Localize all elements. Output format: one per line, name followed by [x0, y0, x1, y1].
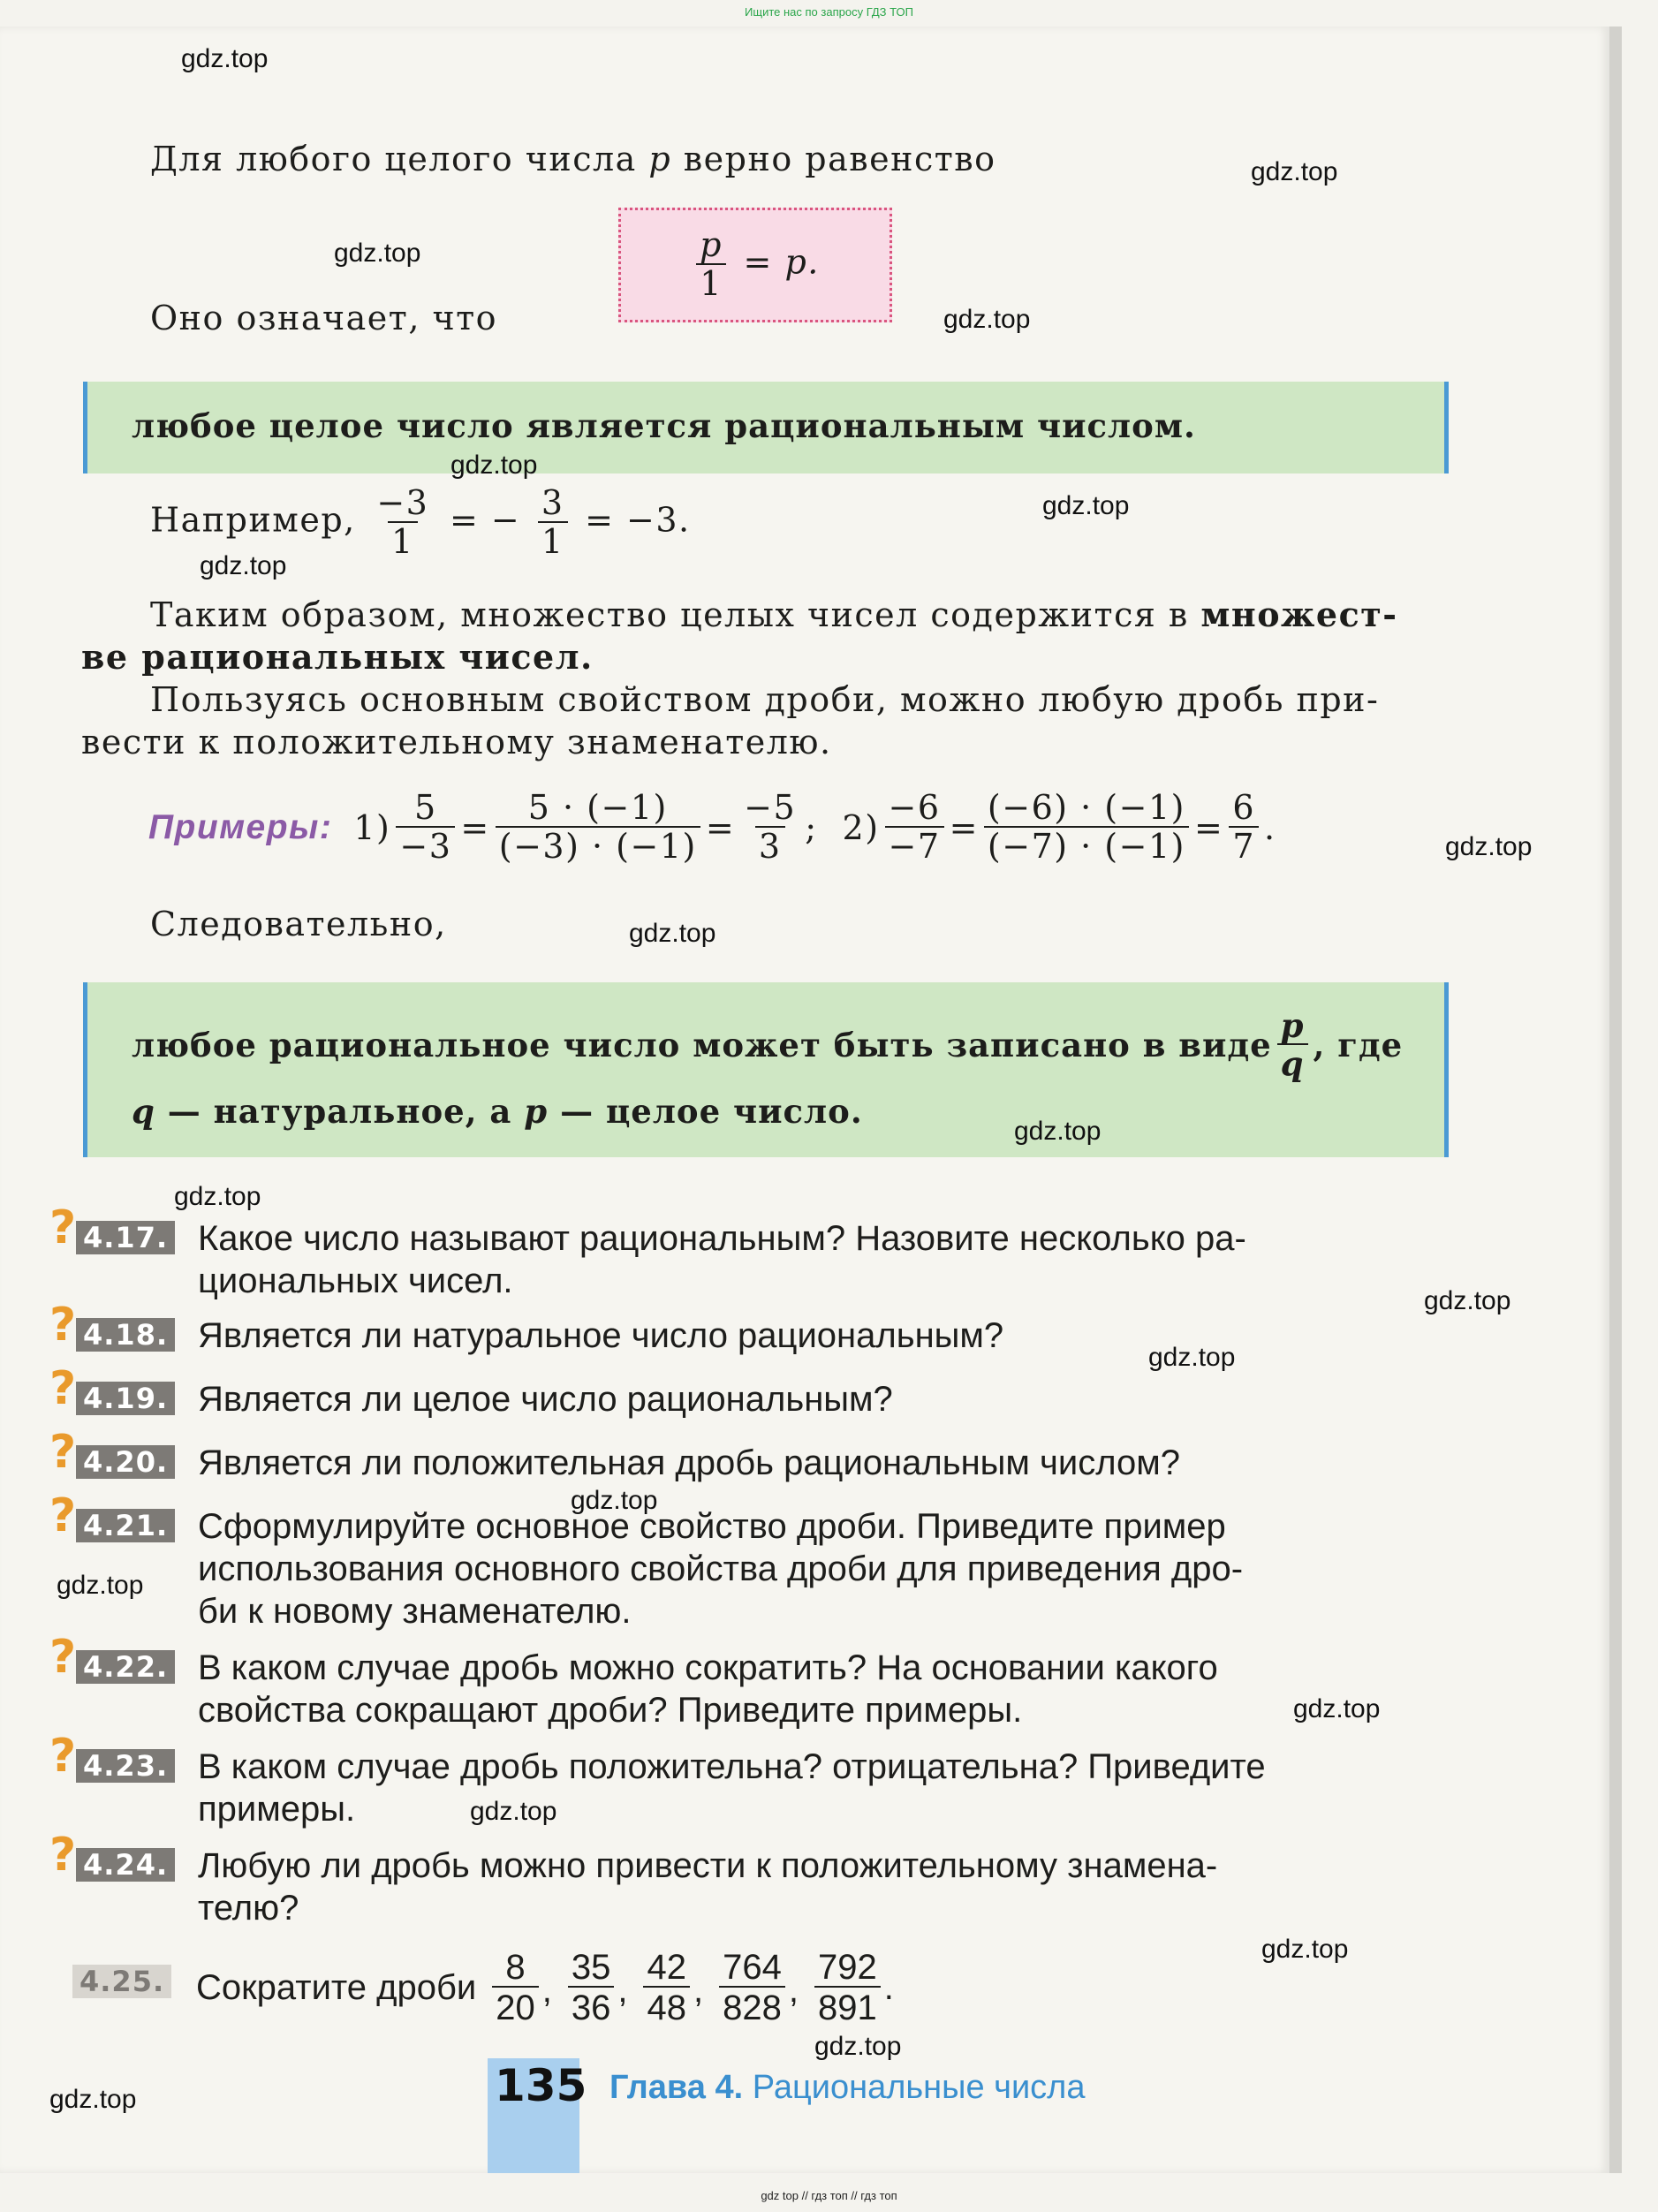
intro-line — [150, 140, 996, 178]
examples-end: . — [1264, 807, 1276, 847]
example-1-result: = −3. — [585, 500, 691, 540]
exercise-text: Сократите дроби — [196, 1967, 477, 2007]
question-line: би к новому знаменателю. — [198, 1592, 632, 1631]
paragraph-1 — [81, 594, 1398, 678]
example-1-frac-1 — [373, 483, 432, 561]
watermark: gdz.top — [814, 2032, 902, 2061]
watermark: gdz.top — [174, 1182, 261, 1211]
formula-den: 1 — [696, 263, 726, 302]
consequently-text: Следовательно, — [150, 905, 447, 943]
examples-label: Примеры: — [148, 807, 333, 846]
question-item — [49, 1829, 1463, 1929]
watermark: gdz.top — [629, 919, 716, 948]
formula-num: p — [700, 225, 723, 265]
example-1-eq: = − — [449, 500, 521, 540]
page-number-box — [488, 2058, 587, 2173]
example-number-2: 2) — [842, 807, 880, 847]
exercise-fraction-num: 42 — [647, 1948, 686, 1987]
exercise-end: . — [883, 1967, 894, 2007]
example-b — [496, 788, 700, 866]
exercise-number-badge: 4.25. — [72, 1965, 171, 1998]
question-line: циональных чисел. — [198, 1261, 513, 1300]
example-1 — [150, 483, 691, 561]
rule-2-line-1-text: любое рациональное число может быть записано в виде — [132, 1025, 1272, 1064]
formula-fraction — [696, 225, 726, 303]
intro-suffix: верно равенство — [683, 140, 996, 178]
watermark: gdz.top — [470, 1797, 557, 1826]
top-note: Ищите нас по запросу ГДЗ ТОП — [745, 5, 913, 19]
exercise-fractions — [488, 1949, 884, 2026]
question-line: Какое число называют рациональным? Назовите несколько ра- — [198, 1219, 1246, 1258]
example-1-frac-2 — [538, 483, 568, 561]
exercise-fraction-den: 891 — [814, 1986, 881, 2026]
example-a — [396, 788, 455, 866]
paragraph-2-line-1: Пользуясь основным свойством дроби, можно любую дробь при- — [150, 680, 1380, 719]
example-b-num: 5 · (−1) — [527, 788, 668, 827]
question-line: Является ли целое число рациональным? — [198, 1380, 893, 1419]
exercise-comma: , — [617, 1971, 628, 2010]
watermark: gdz.top — [57, 1571, 144, 1600]
exercise-fraction-den: 36 — [568, 1986, 615, 2026]
question-number-badge: 4.21. — [76, 1509, 175, 1542]
example-e-den: (−7) · (−1) — [984, 826, 1189, 865]
question-number-badge: 4.22. — [76, 1650, 175, 1684]
question-mark-icon: ? — [49, 1489, 77, 1542]
question-number-badge: 4.24. — [76, 1848, 175, 1882]
exercise-fraction — [492, 1949, 539, 2026]
question-text — [198, 1378, 1505, 1420]
question-line: В каком случае дробь можно сократить? На основании какого — [198, 1648, 1218, 1687]
paragraph-2-line-2: вести к положительному знаменателю. — [81, 723, 832, 761]
watermark: gdz.top — [943, 305, 1031, 334]
rule-2-line-1-end: , где — [1313, 1025, 1404, 1064]
question-line: Сформулируйте основное свойство дроби. Приведите пример — [198, 1507, 1226, 1546]
exercise-fraction-num: 35 — [571, 1948, 611, 1987]
example-e-num: (−6) · (−1) — [987, 788, 1185, 827]
question-mark-icon: ? — [49, 1201, 77, 1254]
example-d-num: −6 — [888, 788, 941, 827]
question-item — [49, 1362, 1463, 1420]
question-mark-icon: ? — [49, 1362, 77, 1415]
question-item — [49, 1730, 1463, 1830]
rule-1-text: любое целое число является рациональным числом. — [132, 406, 1196, 445]
formula — [691, 225, 820, 303]
means-text: Оно означает, что — [150, 299, 497, 337]
watermark: gdz.top — [1251, 157, 1338, 186]
exercise-fraction-den: 828 — [719, 1986, 785, 2026]
formula-rhs: = p. — [743, 242, 820, 282]
watermark: gdz.top — [200, 551, 287, 580]
example-f — [1229, 788, 1259, 866]
examples-separator: ; — [805, 807, 818, 847]
example-c — [740, 788, 799, 866]
question-text — [198, 1746, 1505, 1830]
example-d — [885, 788, 944, 866]
exercise-fraction-den: 20 — [492, 1986, 539, 2026]
watermark: gdz.top — [1445, 832, 1533, 861]
exercise-row — [196, 1943, 894, 2032]
rule-2-line-2 — [132, 1092, 863, 1131]
example-e — [984, 788, 1189, 866]
equals-sign: = — [949, 807, 979, 847]
question-item — [49, 1426, 1463, 1484]
examples-row — [148, 788, 1276, 866]
question-line: примеры. — [198, 1790, 356, 1829]
rule-2-fraction — [1277, 1006, 1308, 1083]
example-f-num: 6 — [1232, 788, 1256, 827]
example-c-den: 3 — [755, 826, 785, 865]
question-mark-icon: ? — [49, 1829, 77, 1882]
question-number-badge: 4.23. — [76, 1749, 175, 1783]
example-a-num: 5 — [414, 788, 437, 827]
paragraph-1-bold-2: ве рациональных чисел. — [81, 637, 594, 677]
question-text — [198, 1442, 1505, 1484]
question-text — [198, 1845, 1505, 1929]
exercise-fraction — [814, 1949, 881, 2026]
question-line: Является ли положительная дробь рациональным числом? — [198, 1443, 1180, 1482]
example-b-den: (−3) · (−1) — [496, 826, 700, 865]
question-line: телю? — [198, 1889, 299, 1928]
example-f-den: 7 — [1229, 826, 1259, 865]
question-line: Является ли натуральное число рациональным? — [198, 1316, 1004, 1355]
exercise-fraction-num: 764 — [723, 1948, 782, 1987]
question-item — [49, 1631, 1463, 1731]
watermark: gdz.top — [571, 1486, 658, 1515]
example-1-frac-1-den: 1 — [388, 521, 418, 560]
question-item — [49, 1201, 1463, 1302]
rule-2-line-2-mid: — натуральное, а — [167, 1092, 512, 1131]
watermark: gdz.top — [1261, 1935, 1349, 1964]
exercise-comma: , — [788, 1971, 799, 2010]
question-line: свойства сокращают дроби? Приведите примеры. — [198, 1691, 1023, 1730]
exercise-comma: , — [541, 1971, 552, 2010]
watermark: gdz.top — [334, 239, 421, 268]
example-1-frac-1-num: −3 — [376, 483, 429, 522]
question-number-badge: 4.18. — [76, 1318, 175, 1352]
equals-sign: = — [1193, 807, 1224, 847]
chapter-label: Глава 4. — [609, 2069, 744, 2106]
page-number: 135 — [495, 2060, 587, 2111]
question-mark-icon: ? — [49, 1631, 77, 1684]
example-1-frac-2-den: 1 — [538, 521, 568, 560]
exercise-fraction — [719, 1949, 785, 2026]
rule-box-2 — [83, 982, 1449, 1157]
question-text — [198, 1217, 1505, 1302]
question-number-badge: 4.17. — [76, 1221, 175, 1254]
paragraph-1-line-1: Таким образом, множество целых чисел содержится в — [150, 595, 1189, 634]
example-1-frac-2-num: 3 — [541, 483, 564, 522]
question-line: Любую ли дробь можно привести к положительному знамена- — [198, 1846, 1218, 1885]
rule-2-frac-den: q — [1277, 1043, 1308, 1081]
example-d-den: −7 — [885, 826, 944, 865]
watermark: gdz.top — [49, 2085, 137, 2114]
exercise-fraction-den: 48 — [643, 1986, 690, 2026]
question-number-badge: 4.19. — [76, 1382, 175, 1415]
example-c-num: −5 — [744, 788, 797, 827]
rule-box-1 — [83, 382, 1449, 473]
equals-sign: = — [460, 807, 490, 847]
question-line: использования основного свойства дроби для приведения дро- — [198, 1549, 1244, 1588]
bottom-note: gdz top // гдз топ // гдз топ — [761, 2189, 897, 2202]
rule-2-frac-num: p — [1280, 1006, 1305, 1045]
chapter-title — [609, 2069, 1086, 2107]
exercise-comma: , — [693, 1971, 704, 2010]
watermark: gdz.top — [181, 44, 269, 73]
paragraph-2 — [81, 678, 1379, 763]
watermark: gdz.top — [450, 451, 538, 480]
watermark: gdz.top — [1148, 1343, 1236, 1372]
question-mark-icon: ? — [49, 1426, 77, 1479]
intro-prefix: Для любого целого числа — [150, 140, 637, 178]
watermark: gdz.top — [1014, 1117, 1102, 1146]
question-number-badge: 4.20. — [76, 1445, 175, 1479]
exercise-4-25 — [72, 1943, 1450, 2032]
question-text — [198, 1314, 1505, 1357]
question-line: В каком случае дробь положительна? отрицательна? Приведите — [198, 1747, 1266, 1786]
watermark: gdz.top — [1293, 1694, 1381, 1723]
example-a-den: −3 — [396, 826, 455, 865]
rule-2-var-q: q — [132, 1092, 155, 1131]
exercise-fraction — [643, 1949, 690, 2026]
exercise-fraction-num: 8 — [505, 1948, 526, 1987]
rule-2-var-p: p — [524, 1092, 549, 1131]
example-1-prefix: Например, — [150, 500, 356, 540]
formula-box — [618, 208, 892, 322]
watermark: gdz.top — [1042, 491, 1130, 520]
equals-sign: = — [705, 807, 736, 847]
rule-2-line-1 — [132, 1006, 1404, 1083]
question-item — [49, 1299, 1463, 1357]
example-number-1: 1) — [353, 807, 391, 847]
watermark: gdz.top — [1424, 1286, 1511, 1315]
rule-2-line-2-end: — целое число. — [560, 1092, 863, 1131]
intro-var-p: p — [648, 140, 672, 178]
exercise-fraction — [568, 1949, 615, 2026]
chapter-name: Рациональные числа — [752, 2069, 1086, 2106]
question-mark-icon: ? — [49, 1299, 77, 1352]
paragraph-1-bold-1: множест- — [1200, 595, 1398, 634]
exercise-fraction-num: 792 — [817, 1948, 877, 1987]
question-text — [198, 1505, 1505, 1632]
question-mark-icon: ? — [49, 1730, 77, 1783]
